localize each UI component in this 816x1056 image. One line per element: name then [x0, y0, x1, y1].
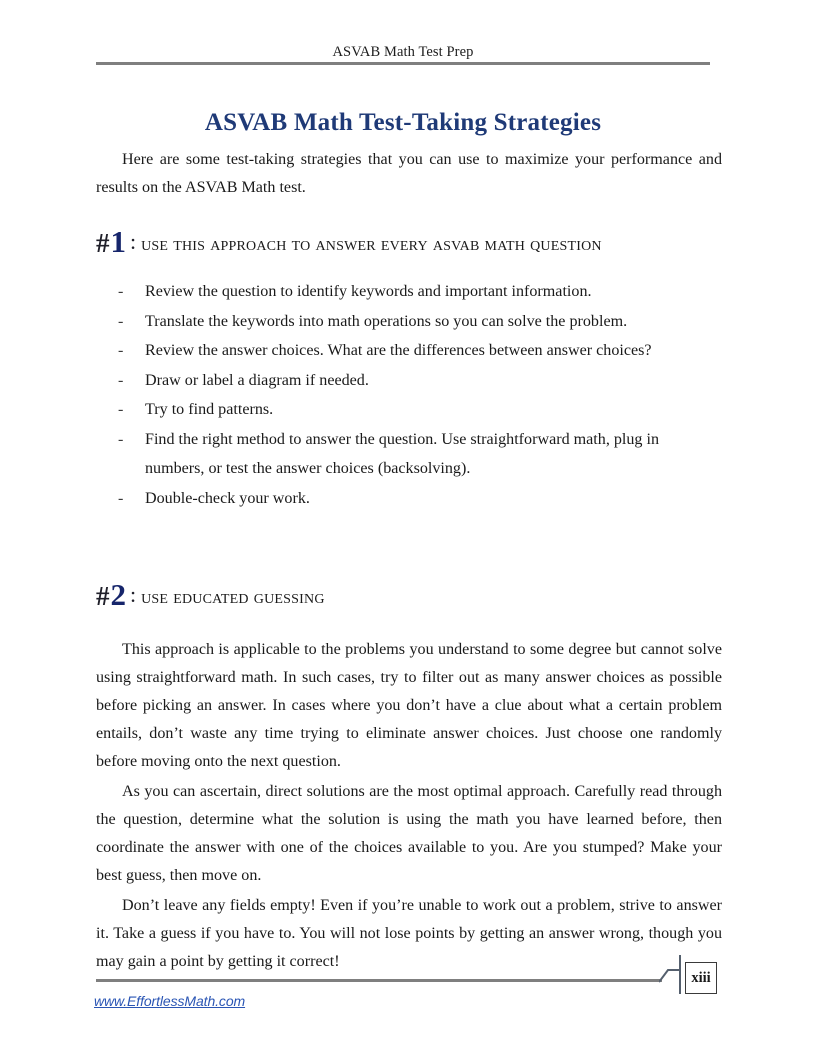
list-item	[96, 277, 722, 307]
hash-symbol: #	[96, 581, 110, 611]
bullet-dash-icon: -	[118, 312, 124, 330]
hash-symbol: #	[96, 228, 110, 258]
footer-divider-rule	[96, 979, 662, 982]
intro-paragraph: Here are some test-taking strategies that you can use to maximize your performance and results on the ASVAB Math test.	[96, 151, 722, 196]
page-title: ASVAB Math Test-Taking Strategies	[204, 108, 602, 136]
list-item-text: Translate the keywords into math operations so you can solve the problem.	[145, 312, 628, 330]
list-item	[96, 425, 722, 484]
footer-website-link[interactable]: www.EffortlessMath.com	[94, 993, 246, 1009]
strategy-number: 1	[110, 224, 126, 259]
colon-separator: :	[130, 582, 137, 607]
page-number-box: xiii	[685, 962, 717, 994]
bullet-dash-icon: -	[118, 401, 124, 418]
list-item-text: Draw or label a diagram if needed.	[145, 371, 369, 389]
list-item	[96, 336, 722, 366]
strategy-1-heading	[96, 226, 722, 257]
bullet-dash-icon: -	[118, 342, 124, 359]
strategy-2-paragraph-1: This approach is applicable to the problems you understand to some degree but cannot solve using straightforward math. In such cases, try to filter out as many answer choices as possible before picking an answer. In cases where you don’t have a clue about what a certain problem entails, don’t waste any time trying to eliminate answer choices. Just choose one randomly before moving onto the next question.	[96, 641, 722, 770]
document-body	[96, 146, 722, 978]
list-item-text: Review the answer choices. What are the differences between answer choices?	[145, 342, 652, 359]
strategy-2-heading	[96, 579, 722, 610]
list-item-text: Try to find patterns.	[145, 401, 274, 418]
strategy-2-heading-text: use educated guessing	[141, 587, 325, 608]
list-item-text: Double-check your work.	[145, 489, 310, 507]
bullet-dash-icon: -	[118, 489, 124, 507]
strategy-2-paragraph-2: As you can ascertain, direct solutions are the most optimal approach. Carefully read through the question, determine what the solution is using the math you have learned before, then coordinate the answer with one of the choices available to you. Are you stumped? Make your best guess, then move on.	[96, 783, 722, 884]
bullet-dash-icon: -	[118, 283, 124, 300]
list-item	[96, 307, 722, 337]
footer-vertical-bar	[679, 955, 681, 994]
list-item	[96, 395, 722, 425]
bullet-dash-icon: -	[118, 430, 124, 448]
bullet-dash-icon: -	[118, 371, 124, 389]
colon-separator: :	[130, 229, 137, 254]
list-item-text: Review the question to identify keywords and important information.	[145, 283, 592, 300]
header-divider-rule	[96, 62, 710, 65]
strategy-1-bullet-list	[96, 277, 722, 513]
strategy-1-heading-text: use this approach to answer every asvab math question	[141, 234, 602, 255]
footer-rule-kink-icon	[659, 955, 681, 983]
strategy-number: 2	[110, 577, 126, 612]
list-item	[96, 366, 722, 396]
list-item-text: Find the right method to answer the question. Use straightforward math, plug in numbers, or test the answer choices (backsolving).	[145, 430, 660, 477]
running-header: ASVAB Math Test Prep	[332, 44, 474, 60]
strategy-2-paragraph-3: Don’t leave any fields empty! Even if you’re unable to work out a problem, strive to answer it. Take a guess if you have to. You will not lose points by getting an answer wrong, though you may gain a point by getting it correct!	[96, 897, 722, 970]
list-item	[96, 484, 722, 514]
